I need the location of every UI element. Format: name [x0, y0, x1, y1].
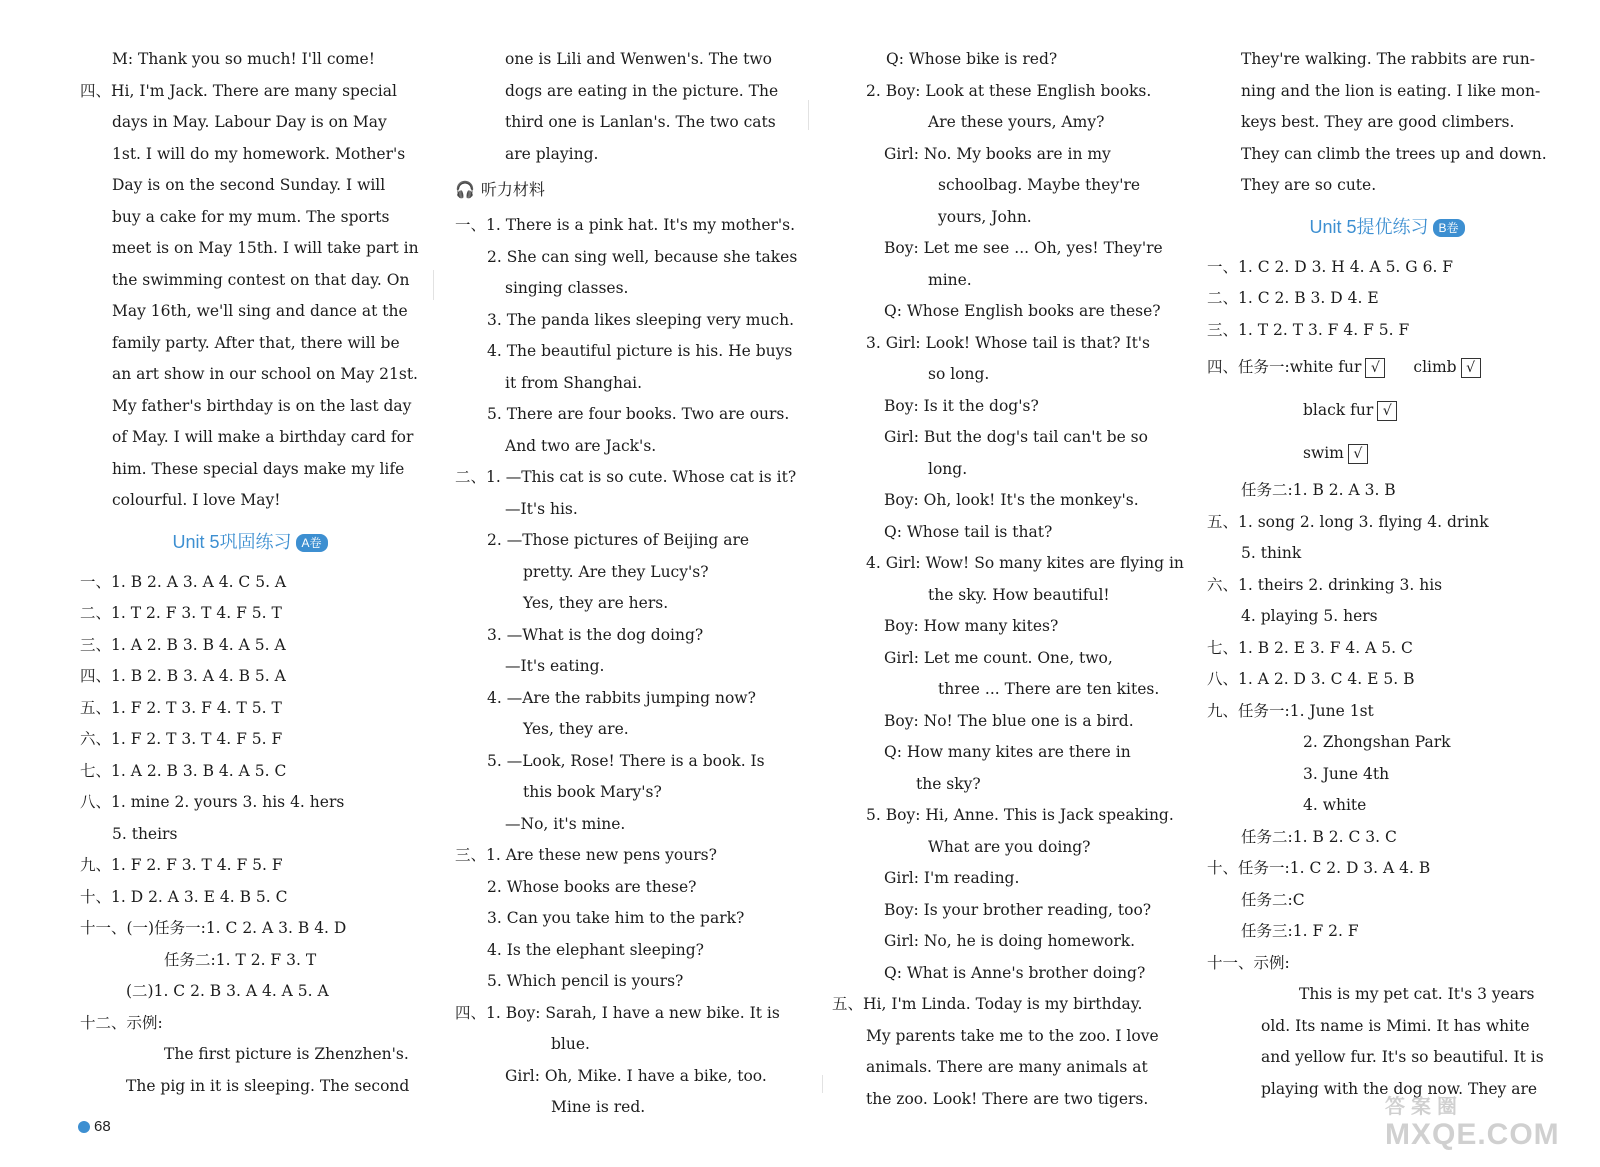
text-line: My father's birthday is on the last day — [112, 396, 412, 415]
text-line: May 16th, we'll sing and dance at the — [112, 302, 408, 320]
text-line: 八、1. mine 2. yours 3. his 4. hers — [80, 793, 345, 811]
task-line — [1207, 389, 1567, 432]
text-line: Boy: No! The blue one is a bird. — [884, 711, 1134, 730]
text-line: 任务二:1. B 2. A 3. B — [1241, 481, 1396, 499]
text-line: They are so cute. — [1241, 176, 1377, 194]
text-line: This is my pet cat. It's 3 years — [1299, 985, 1535, 1003]
text-line: 三、1. T 2. T 3. F 4. F 5. F — [1207, 320, 1410, 339]
unit-title-text: Unit 5提优练习 — [1309, 216, 1429, 237]
text-line: Are these yours, Amy? — [928, 113, 1105, 131]
text-line: 六、1. F 2. T 3. T 4. F 5. F — [80, 730, 283, 748]
text-line: 4. The beautiful picture is his. He buys — [487, 342, 793, 360]
checkmark-box: √ — [1461, 358, 1481, 378]
text-line: 4. white — [1303, 796, 1367, 814]
text-line: 三、1. Are these new pens yours? — [455, 846, 717, 864]
text-line: 一、1. B 2. A 3. A 4. C 5. A — [80, 572, 287, 591]
text-line: 4. —Are the rabbits jumping now? — [487, 688, 756, 707]
text-line: third one is Lanlan's. The two cats — [505, 113, 776, 131]
text-line: 3. Can you take him to the park? — [487, 909, 745, 927]
text-line: 5. —Look, Rose! There is a book. Is — [487, 751, 765, 770]
text-line: Q: Whose bike is red? — [886, 50, 1058, 68]
unit-badge: A卷 — [296, 534, 328, 552]
col4-passage — [1207, 44, 1567, 202]
text-line: pretty. Are they Lucy's? — [523, 562, 709, 581]
text-line: family party. After that, there will be — [112, 333, 400, 352]
text-line: blue. — [551, 1035, 590, 1053]
text-line: Boy: Oh, look! It's the monkey's. — [884, 491, 1139, 509]
text-line: 2. Whose books are these? — [487, 877, 697, 896]
site-watermark — [1385, 1095, 1585, 1155]
text-line: 5. theirs — [112, 824, 178, 843]
text-line: 二、1. C 2. B 3. D 4. E — [1207, 289, 1379, 307]
text-line: 4. Is the elephant sleeping? — [487, 940, 704, 959]
text-line: Girl: I'm reading. — [884, 869, 1020, 887]
text-line: this book Mary's? — [523, 783, 662, 801]
text-line: keys best. They are good climbers. — [1241, 113, 1515, 131]
text-line: the swimming contest on that day. On — [112, 270, 410, 289]
watermark-bottom: MXQE.COM — [1385, 1118, 1560, 1151]
text-line: schoolbag. Maybe they're — [938, 176, 1141, 194]
text-line: Boy: How many kites? — [884, 617, 1059, 635]
headphones-icon: 🎧 — [455, 180, 475, 199]
text-line: 任务三:1. F 2. F — [1241, 922, 1359, 940]
checkmark-box: √ — [1348, 444, 1368, 464]
col2-passage — [455, 44, 800, 170]
text-line: Girl: But the dog's tail can't be so — [884, 428, 1148, 446]
col1-passage — [80, 44, 420, 517]
text-line: mine. — [928, 270, 972, 289]
text-line: colourful. I love May! — [112, 491, 281, 509]
task-line — [1207, 346, 1567, 389]
text-line: Boy: Is your brother reading, too? — [884, 900, 1152, 919]
text-line: 1st. I will do my homework. Mother's — [112, 144, 406, 163]
text-line: Q: How many kites are there in — [884, 743, 1131, 761]
col1-answers — [80, 567, 420, 1103]
text-line: Boy: Let me see ... Oh, yes! They're — [884, 239, 1163, 257]
text-line: 九、1. F 2. F 3. T 4. F 5. F — [80, 856, 283, 874]
text-line: 四、Hi, I'm Jack. There are many special — [80, 81, 397, 100]
text-line: 2. Zhongshan Park — [1303, 733, 1451, 751]
text-line: 十、任务一:1. C 2. D 3. A 4. B — [1207, 859, 1431, 877]
text-line: the sky. How beautiful! — [928, 585, 1110, 604]
column-2 — [455, 44, 800, 1124]
checkmark-box: √ — [1365, 358, 1385, 378]
text-line: 5. Which pencil is yours? — [487, 972, 684, 990]
text-line: My parents take me to the zoo. I love — [866, 1026, 1159, 1045]
column-1 — [80, 44, 420, 1102]
text-line: 五、1. F 2. T 3. F 4. T 5. T — [80, 698, 282, 717]
text-line: it from Shanghai. — [505, 373, 643, 392]
text-line: dogs are eating in the picture. The — [505, 81, 779, 100]
text-line: 八、1. A 2. D 3. C 4. E 5. B — [1207, 670, 1415, 688]
text-line: 5. Boy: Hi, Anne. This is Jack speaking. — [866, 806, 1174, 824]
text-line: 五、Hi, I'm Linda. Today is my birthday. — [832, 995, 1143, 1013]
text-line: 3. June 4th — [1303, 764, 1390, 783]
text-line: meet is on May 15th. I will take part in — [112, 239, 419, 257]
task-line — [1207, 432, 1567, 475]
text-line: 4. Girl: Wow! So many kites are flying in — [866, 554, 1184, 572]
column-4 — [1207, 44, 1567, 1105]
text-line: 二、1. —This cat is so cute. Whose cat is it? — [455, 468, 797, 486]
text-line: Day is on the second Sunday. I will — [112, 176, 386, 194]
text-line: 2. —Those pictures of Beijing are — [487, 531, 750, 549]
text-line: 四、1. B 2. B 3. A 4. B 5. A — [80, 667, 286, 685]
text-line: Q: Whose English books are these? — [884, 302, 1161, 320]
watermark-top: 答案圈 — [1385, 1096, 1463, 1118]
unit-title-b — [1207, 202, 1567, 252]
col3-script — [832, 44, 1184, 1115]
page-number: 68 — [78, 1118, 111, 1135]
text-line: 3. Girl: Look! Whose tail is that? It's — [866, 333, 1151, 352]
text-line: 5. There are four books. Two are ours. — [487, 405, 790, 423]
text-line: M: Thank you so much! I'll come! — [112, 50, 375, 68]
text-line: 4. playing 5. hers — [1241, 607, 1378, 625]
text-line: animals. There are many animals at — [866, 1058, 1148, 1076]
text-line: Mine is red. — [551, 1098, 646, 1116]
text-line: Yes, they are. — [523, 720, 629, 738]
text-line: 七、1. B 2. E 3. F 4. A 5. C — [1207, 638, 1413, 657]
text-line: singing classes. — [505, 279, 629, 297]
section-title-text: 听力材料 — [480, 180, 545, 199]
text-line: The first picture is Zhenzhen's. — [164, 1045, 409, 1063]
text-line: ning and the lion is eating. I like mon- — [1241, 81, 1541, 100]
text-line: They can climb the trees up and down. — [1241, 144, 1547, 163]
text-line: him. These special days make my life — [112, 459, 405, 478]
checkmark-box: √ — [1377, 401, 1397, 421]
text-line: days in May. Labour Day is on May — [112, 113, 387, 131]
text-line: —No, it's mine. — [505, 814, 626, 833]
text-line: 十、1. D 2. A 3. E 4. B 5. C — [80, 887, 288, 906]
text-line: They're walking. The rabbits are run- — [1241, 50, 1535, 68]
col4-answers2 — [1207, 475, 1567, 1105]
text-line: Q: Whose tail is that? — [884, 522, 1053, 541]
text-line: Q: What is Anne's brother doing? — [884, 963, 1146, 982]
text-line: 任务二:1. B 2. C 3. C — [1241, 827, 1397, 846]
text-line: 三、1. A 2. B 3. B 4. A 5. A — [80, 635, 286, 654]
text-line: 六、1. theirs 2. drinking 3. his — [1207, 575, 1443, 594]
text-line: an art show in our school on May 21st. — [112, 365, 418, 383]
col4-task-lines — [1207, 346, 1567, 475]
text-line: Girl: No, he is doing homework. — [884, 932, 1136, 950]
text-line: 2. Boy: Look at these English books. — [866, 81, 1152, 100]
column-3 — [832, 44, 1184, 1115]
text-line: 四、1. Boy: Sarah, I have a new bike. It is — [455, 1003, 780, 1022]
text-line: Girl: No. My books are in my — [884, 144, 1111, 163]
text-line: 一、1. There is a pink hat. It's my mother's. — [455, 216, 796, 234]
text-line: of May. I will make a birthday card for — [112, 428, 414, 446]
text-line: 二、1. T 2. F 3. T 4. F 5. T — [80, 604, 282, 622]
text-line: buy a cake for my mum. The sports — [112, 207, 390, 226]
text-line: 3. The panda likes sleeping very much. — [487, 310, 794, 329]
column-divider — [808, 100, 809, 130]
text-line: 十一、示例: — [1207, 953, 1290, 972]
text-line: 任务二:C — [1241, 890, 1305, 909]
text-line: long. — [928, 459, 968, 478]
unit-title-a — [80, 517, 420, 567]
text-line: three ... There are ten kites. — [938, 680, 1160, 698]
text-line: 任务二:1. T 2. F 3. T — [164, 950, 317, 969]
text-line: one is Lili and Wenwen's. The two — [505, 50, 772, 68]
column-divider — [822, 1075, 823, 1093]
text-line: old. Its name is Mimi. It has white — [1261, 1016, 1530, 1035]
text-line: 2. She can sing well, because she takes — [487, 247, 798, 266]
text-line: (二)1. C 2. B 3. A 4. A 5. A — [126, 982, 329, 1000]
text-line: The pig in it is sleeping. The second — [126, 1076, 410, 1095]
col4-answers — [1207, 252, 1567, 347]
text-line: the zoo. Look! There are two tigers. — [866, 1089, 1149, 1108]
text-line: Boy: Is it the dog's? — [884, 396, 1039, 415]
unit-title-text: Unit 5巩固练习 — [172, 531, 292, 552]
text-line: so long. — [928, 365, 990, 383]
unit-badge: B卷 — [1433, 219, 1465, 237]
text-line: 九、任务一:1. June 1st — [1207, 701, 1374, 720]
text-line: 一、1. C 2. D 3. H 4. A 5. G 6. F — [1207, 257, 1454, 276]
column-divider — [433, 270, 434, 300]
text-line: 十二、示例: — [80, 1013, 163, 1032]
text-line: are playing. — [505, 144, 599, 163]
text-line: 5. think — [1241, 544, 1302, 562]
task-label: swim — [1303, 444, 1344, 462]
listening-section-title — [455, 170, 800, 210]
text-line: What are you doing? — [928, 837, 1091, 856]
text-line: 3. —What is the dog doing? — [487, 625, 704, 644]
text-line: yours, John. — [938, 207, 1032, 226]
text-line: and yellow fur. It's so beautiful. It is — [1261, 1048, 1544, 1066]
text-line: —It's eating. — [505, 657, 605, 675]
text-line: —It's his. — [505, 499, 578, 518]
text-line: And two are Jack's. — [505, 436, 657, 455]
text-line: 十一、(一)任务一:1. C 2. A 3. B 4. D — [80, 919, 347, 937]
text-line: Girl: Oh, Mike. I have a bike, too. — [505, 1066, 767, 1085]
text-line: 五、1. song 2. long 3. flying 4. drink — [1207, 512, 1489, 531]
task-label: 四、任务一:white fur — [1207, 358, 1362, 376]
text-line: the sky? — [916, 774, 981, 793]
task-label: climb — [1413, 358, 1457, 376]
text-line: Yes, they are hers. — [523, 594, 669, 612]
text-line: playing with the dog now. They are — [1261, 1079, 1538, 1098]
task-label: black fur — [1303, 401, 1374, 419]
text-line: 七、1. A 2. B 3. B 4. A 5. C — [80, 761, 287, 780]
text-line: Girl: Let me count. One, two, — [884, 648, 1113, 667]
col2-script — [455, 210, 800, 1124]
